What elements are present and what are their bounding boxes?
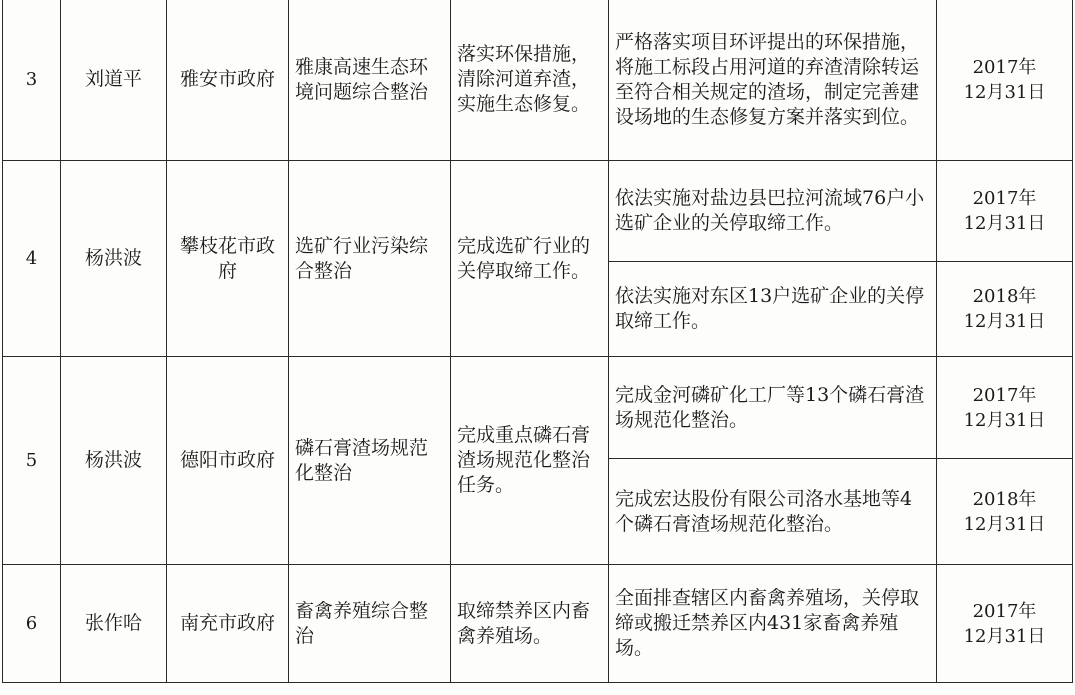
measure-text: 完成宏达股份有限公司洛水基地等4个磷石膏渣场规范化整治。 — [609, 459, 937, 565]
deadline-cell — [937, 161, 1073, 262]
deadline-day: 12月31日 — [963, 213, 1046, 234]
measure-text: 依法实施对东区13户选矿企业的关停取缔工作。 — [609, 262, 937, 357]
row-number: 5 — [3, 357, 61, 565]
responsible-government: 德阳市政府 — [167, 357, 289, 565]
row-number: 6 — [3, 565, 61, 683]
responsible-government: 雅安市政府 — [167, 0, 289, 161]
deadline-year: 2017年 — [972, 600, 1037, 622]
responsible-person: 张作哈 — [61, 565, 167, 683]
table-row — [3, 357, 1073, 459]
deadline-cell — [937, 262, 1073, 357]
task-name: 选矿行业污染综合整治 — [289, 161, 451, 357]
task-name: 畜禽养殖综合整治 — [289, 565, 451, 683]
responsible-person: 杨洪波 — [61, 161, 167, 357]
measure-text: 严格落实项目环评提出的环保措施，将施工标段占用河道的弃渣清除转运至符合相关规定的渣场，制定完善建设场地的生态修复方案并落实到位。 — [609, 0, 937, 161]
task-name: 雅康高速生态环境问题综合整治 — [289, 0, 451, 161]
responsible-person: 刘道平 — [61, 0, 167, 161]
row-number: 4 — [3, 161, 61, 357]
measure-text: 全面排查辖区内畜禽养殖场，关停取缔或搬迁禁养区内431家畜禽养殖场。 — [609, 565, 937, 683]
table-row — [3, 0, 1073, 161]
deadline-cell — [937, 357, 1073, 459]
deadline-day: 12月31日 — [963, 311, 1046, 332]
table-row — [3, 565, 1073, 683]
measure-text: 完成金河磷矿化工厂等13个磷石膏渣场规范化整治。 — [609, 357, 937, 459]
deadline-year: 2017年 — [972, 384, 1037, 406]
deadline-day: 12月31日 — [963, 513, 1046, 535]
deadline-year: 2017年 — [972, 56, 1037, 78]
deadline-year: 2018年 — [972, 286, 1037, 307]
deadline-year: 2017年 — [972, 188, 1037, 209]
deadline-day: 12月31日 — [963, 625, 1046, 647]
rectification-table — [2, 0, 1073, 683]
row-number: 3 — [3, 0, 61, 161]
responsible-person: 杨洪波 — [61, 357, 167, 565]
task-goal: 完成重点磷石膏渣场规范化整治任务。 — [451, 357, 609, 565]
measure-text: 依法实施对盐边县巴拉河流域76户小选矿企业的关停取缔工作。 — [609, 161, 937, 262]
deadline-cell — [937, 459, 1073, 565]
table-row — [3, 161, 1073, 262]
task-goal: 取缔禁养区内畜禽养殖场。 — [451, 565, 609, 683]
deadline-day: 12月31日 — [963, 81, 1046, 103]
responsible-government: 南充市政府 — [167, 565, 289, 683]
deadline-day: 12月31日 — [963, 409, 1046, 431]
deadline-year: 2018年 — [972, 488, 1037, 510]
task-name: 磷石膏渣场规范化整治 — [289, 357, 451, 565]
task-goal: 完成选矿行业的关停取缔工作。 — [451, 161, 609, 357]
deadline-cell — [937, 0, 1073, 161]
task-goal: 落实环保措施，清除河道弃渣，实施生态修复。 — [451, 0, 609, 161]
responsible-government: 攀枝花市政府 — [167, 161, 289, 357]
deadline-cell — [937, 565, 1073, 683]
